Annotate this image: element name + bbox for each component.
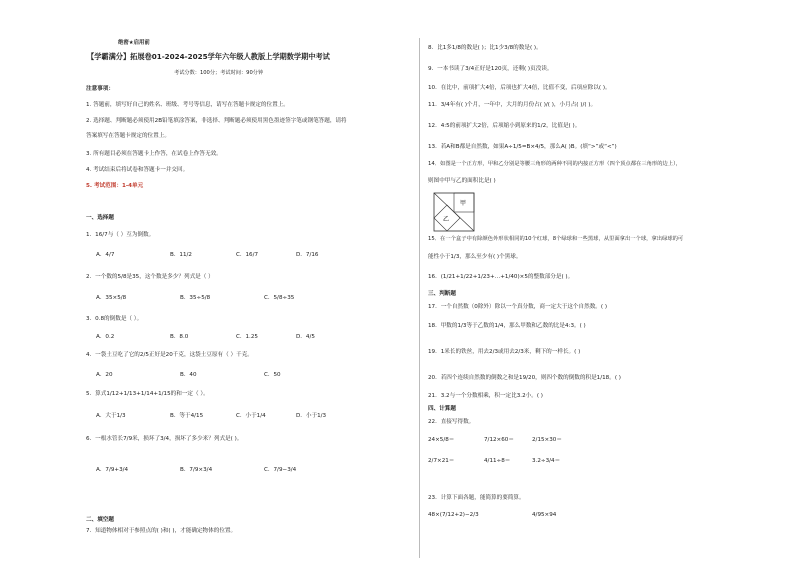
- note-line: 2. 选择题、判断题必须使用2B铅笔填涂答案，非选择、判断题必须使用黑色墨迹签字笔或钢笔答题，请将: [86, 118, 347, 124]
- section-judge-heading: 三、判断题: [428, 291, 456, 297]
- q2-option-c: C．5/8÷35: [264, 295, 295, 301]
- question-6: 6．一根水管长7/9米，损坏了3/4，损坏了多少米？列式是( )。: [86, 436, 243, 442]
- secret-label: 绝密★启用前: [118, 40, 150, 46]
- note-line: 答案填写在答题卡规定的位置上。: [86, 133, 170, 139]
- q5-option-d: D．小于1/3: [296, 413, 327, 419]
- q4-option-b: B．40: [180, 372, 197, 378]
- q3-option-b: B．8.0: [170, 334, 189, 340]
- question-9: 9．一本书读了3/4正好是120页，还剩( )页没读。: [428, 66, 553, 72]
- question-13: 13．若A和B都是自然数，如果A÷1/5=B×4/5，那么A( )B。(填“>”或“<”): [428, 144, 617, 150]
- q3-option-a: A．0.2: [96, 334, 115, 340]
- scope-prefix: 5. 考试范围：: [86, 183, 122, 189]
- q5-option-a: A．大于1/3: [96, 413, 126, 419]
- question-21: 21．3.2与一个分数相乘，积一定比3.2小。( ): [428, 393, 543, 399]
- exam-title: 【学霸满分】拓展卷01-2024-2025学年六年级人教版上学期数学期中考试: [87, 52, 330, 61]
- scope-value: 1-4单元: [121, 183, 144, 189]
- question-1: 1．16/7与（ ）互为倒数。: [86, 232, 155, 238]
- question-18: 18．甲数的1/3等于乙数的1/4，那么甲数和乙数的比是4:3。( ): [428, 323, 586, 329]
- question-17: 17．一个自然数（0除外）除以一个真分数，商一定大于这个自然数。( ): [428, 304, 608, 310]
- calc-item: 3.2÷3/4＝: [532, 458, 561, 464]
- q6-option-b: B．7/9×3/4: [180, 467, 213, 473]
- q5-option-c: C．小于1/4: [236, 413, 266, 419]
- question-14-line-2: 则图中甲与乙的面积比是( ): [428, 178, 496, 184]
- q1-option-b: B．11/2: [170, 252, 192, 258]
- q1-option-d: D．7/16: [296, 252, 319, 258]
- q6-option-c: C．7/9−3/4: [264, 467, 297, 473]
- question-14-line-1: 14．如图是一个正方形，甲和乙分别是等腰三角形的两种不同的内接正方形（四个顶点都在三角形的边上），: [428, 161, 682, 167]
- question-3: 3．0.8的倒数是（ ）。: [86, 316, 143, 322]
- question-5: 5．算式1/12+1/13+1/14+1/15的和一定（ ）。: [86, 391, 209, 397]
- question-15-line-2: 能性小于1/3，那么至少有( )个黑球。: [428, 254, 522, 260]
- q2-option-b: B．35÷5/8: [180, 295, 211, 301]
- question-19: 19．1米长的铁丝，用去2/3或用去2/3米，剩下的一样长。( ): [428, 349, 581, 355]
- q1-option-a: A．4/7: [96, 252, 115, 258]
- section-calc-heading: 四、计算题: [428, 406, 456, 412]
- calc-item: 7/12×60＝: [484, 437, 514, 443]
- question-16: 16．(1/21+1/22+1/23+…+1/40)×5的整数部分是( )。: [428, 274, 574, 280]
- question-7: 7．知道物体相对于参照点的( )和( )，才能确定物体的位置。: [86, 528, 237, 534]
- scope-line: [86, 183, 143, 190]
- section-choice-heading: 一、选择题: [86, 215, 114, 221]
- note-line: 4. 考试结束后将试卷和答题卡一并交回。: [86, 167, 189, 173]
- figure-label-yi: 乙: [443, 216, 450, 223]
- question-15-line-1: 15．在一个盒子中有除颜色外形状相同的10个红球，8个绿球和一些黑球，从里面拿出一个球，拿出绿球的可: [428, 236, 684, 242]
- question-12: 12．4:5的前项扩大2倍，后项缩小到原来的1/2，比值是( )。: [428, 123, 581, 129]
- question-22: 22．直接写得数。: [428, 419, 475, 425]
- question-8: 8．比1多1/8的数是( )；比1少3/8的数是( )。: [428, 45, 542, 51]
- q5-option-b: B．等于4/15: [170, 413, 204, 419]
- note-line: 1. 答题前，填写好自己的姓名、班级、考号等信息，请写在答题卡规定的位置上。: [86, 102, 289, 108]
- calc2-item: 48×(7/12+2)−2/3: [428, 512, 479, 518]
- question-10: 10．在比中，前项扩大4倍，后项也扩大4倍，比值不变，后项应除以( )。: [428, 85, 611, 91]
- q4-option-a: A．20: [96, 372, 113, 378]
- calc-item: 2/7×21＝: [428, 458, 455, 464]
- q4-option-c: C．50: [264, 372, 281, 378]
- question-4: 4．一袋土豆吃了它的2/5正好是20千克，这袋土豆原有（ ）千克。: [86, 352, 253, 358]
- right-column: [420, 0, 794, 562]
- q3-option-c: C．1.25: [236, 334, 258, 340]
- q6-option-a: A．7/9+3/4: [96, 467, 129, 473]
- section-fill-heading: 二、填空题: [86, 517, 114, 523]
- q1-option-c: C．16/7: [236, 252, 259, 258]
- question-23: 23．计算下面各题，能简算的要简算。: [428, 495, 525, 501]
- figure-label-jia: 甲: [460, 200, 467, 207]
- q3-option-d: D．4/5: [296, 334, 315, 340]
- exam-info: 考试分数：100分；考试时间：90分钟: [174, 70, 264, 76]
- square-figure: [433, 192, 475, 232]
- calc-item: 2/15×30＝: [532, 437, 562, 443]
- q2-option-a: A．35×5/8: [96, 295, 127, 301]
- calc-item: 24×5/8＝: [428, 437, 455, 443]
- question-2: 2．一个数的5/8是35，这个数是多少？列式是（ ）: [86, 274, 214, 280]
- notice-heading: 注意事项：: [86, 86, 114, 92]
- question-11: 11．3/4年有( )个月，一年中，大月的月份占( )/( )，小月占( )/( )。: [428, 102, 597, 108]
- calc-item: 4/11÷8＝: [484, 458, 511, 464]
- calc2-item: 4/95×94: [532, 512, 557, 518]
- question-20: 20．若四个连续自然数的倒数之和是19/20，则四个数的倒数的积是1/18。( ): [428, 375, 621, 381]
- note-line: 3. 所有题目必须在答题卡上作答，在试卷上作答无效。: [86, 151, 222, 157]
